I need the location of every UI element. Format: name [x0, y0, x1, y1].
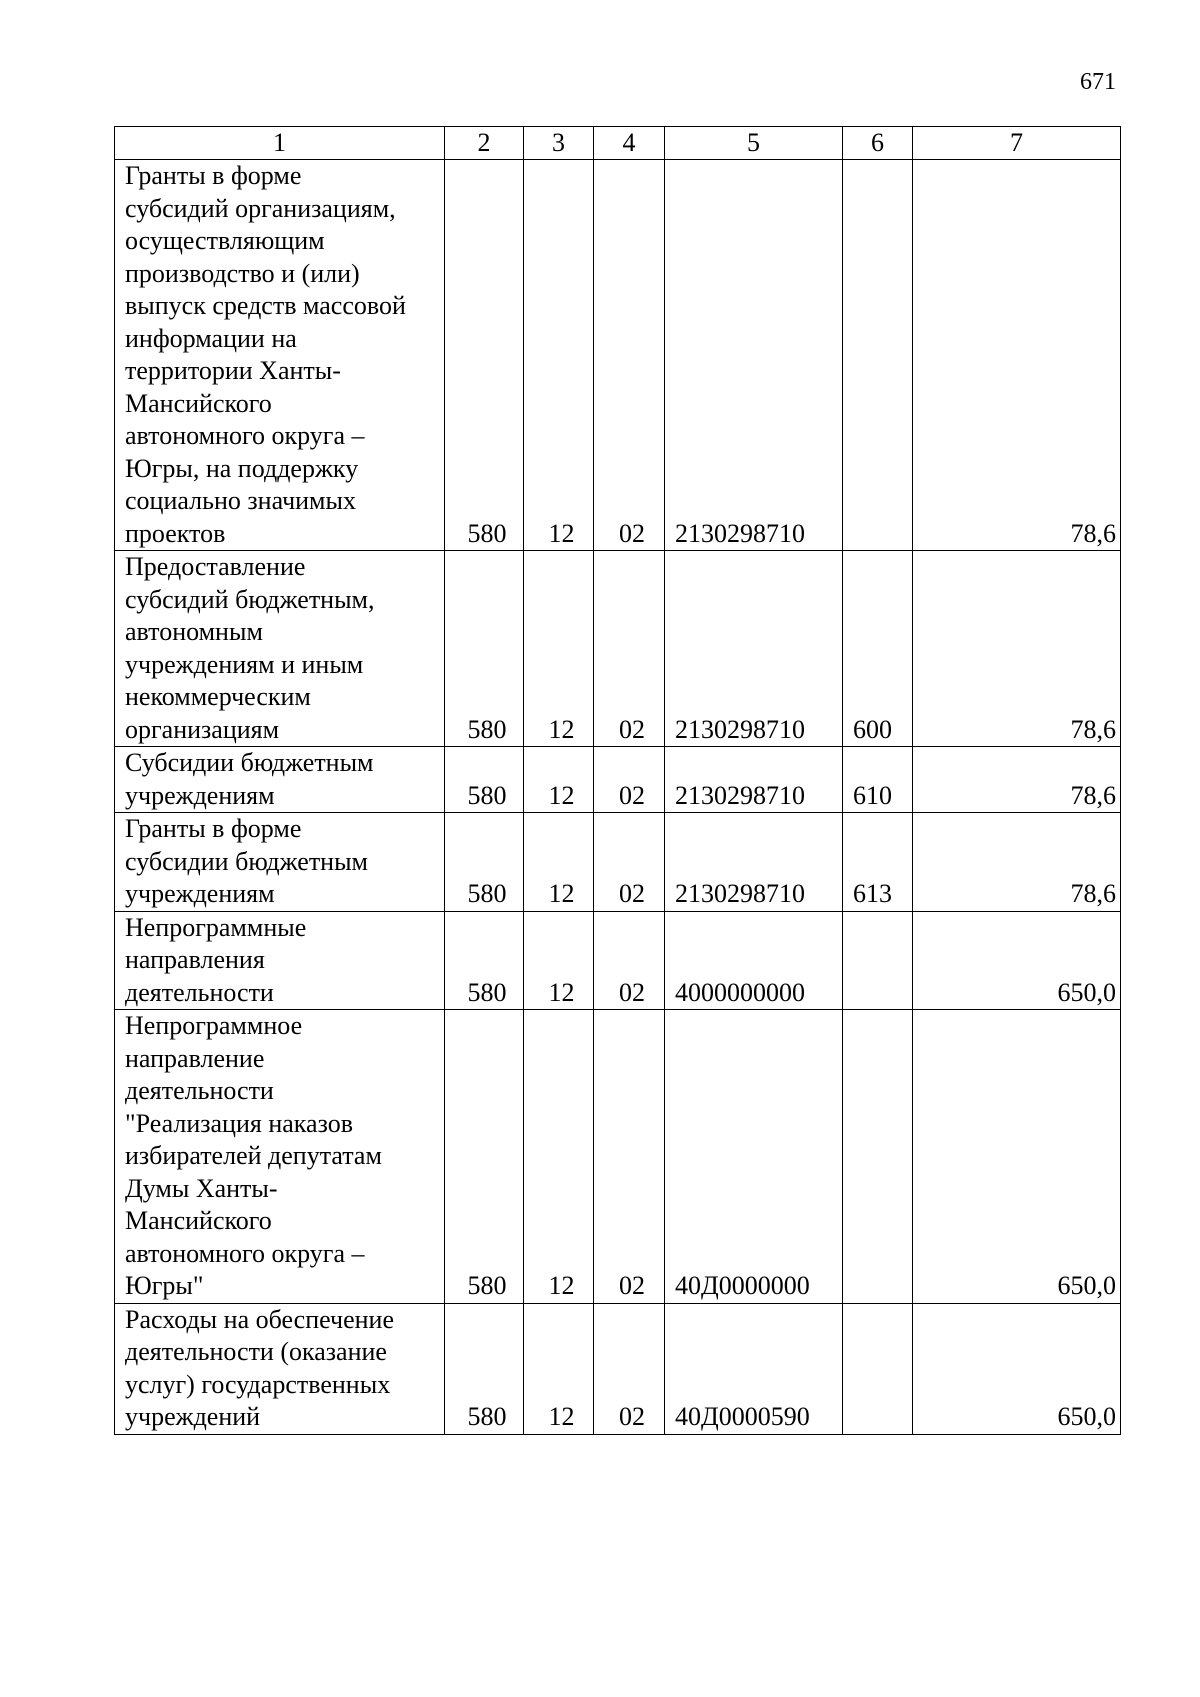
header-col-6: 6	[843, 127, 913, 160]
table-row	[115, 551, 1121, 747]
row-target-code: 40Д0000590	[665, 1303, 843, 1434]
row-subsection: 02	[594, 160, 665, 551]
table-row	[115, 911, 1121, 1010]
row-section: 12	[524, 1303, 594, 1434]
row-subsection: 02	[594, 1303, 665, 1434]
row-admin-code: 580	[445, 1303, 524, 1434]
row-amount: 78,6	[913, 747, 1121, 813]
row-target-code: 2130298710	[665, 747, 843, 813]
header-col-7: 7	[913, 127, 1121, 160]
row-name: Предоставление субсидий бюджетным, автономным учреждениям и иным некоммерческим организациям	[115, 551, 445, 747]
row-amount: 650,0	[913, 1010, 1121, 1304]
page-number: 671	[1080, 69, 1116, 95]
header-col-4: 4	[594, 127, 665, 160]
row-amount: 650,0	[913, 911, 1121, 1010]
header-col-1: 1	[115, 127, 445, 160]
row-section: 12	[524, 1010, 594, 1304]
header-col-3: 3	[524, 127, 594, 160]
row-subsection: 02	[594, 747, 665, 813]
row-expense-type	[843, 1010, 913, 1304]
row-amount: 78,6	[913, 160, 1121, 551]
row-name: Непрограммное направление деятельности "Реализация наказов избирателей депутатам Думы Ханты- Мансийского автономного округа – Югры"	[115, 1010, 445, 1304]
budget-table	[114, 126, 1121, 1435]
row-subsection: 02	[594, 911, 665, 1010]
row-admin-code: 580	[445, 911, 524, 1010]
row-name: Гранты в форме субсидий организациям, осуществляющим производство и (или) выпуск средств массовой информации на территории Ханты- Мансийского автономного округа – Югры, на поддержку социально значимых проектов	[115, 160, 445, 551]
row-admin-code: 580	[445, 813, 524, 912]
row-amount: 78,6	[913, 813, 1121, 912]
row-admin-code: 580	[445, 1010, 524, 1304]
table-row	[115, 813, 1121, 912]
row-section: 12	[524, 911, 594, 1010]
row-section: 12	[524, 813, 594, 912]
row-name: Непрограммные направления деятельности	[115, 911, 445, 1010]
row-name: Субсидии бюджетным учреждениям	[115, 747, 445, 813]
row-expense-type: 610	[843, 747, 913, 813]
row-expense-type: 613	[843, 813, 913, 912]
row-target-code: 4000000000	[665, 911, 843, 1010]
row-amount: 650,0	[913, 1303, 1121, 1434]
row-name: Гранты в форме субсидии бюджетным учреждениям	[115, 813, 445, 912]
row-admin-code: 580	[445, 551, 524, 747]
row-expense-type: 600	[843, 551, 913, 747]
header-col-2: 2	[445, 127, 524, 160]
row-expense-type	[843, 1303, 913, 1434]
row-target-code: 2130298710	[665, 160, 843, 551]
row-amount: 78,6	[913, 551, 1121, 747]
row-target-code: 2130298710	[665, 551, 843, 747]
row-target-code: 2130298710	[665, 813, 843, 912]
row-section: 12	[524, 747, 594, 813]
row-section: 12	[524, 551, 594, 747]
row-section: 12	[524, 160, 594, 551]
row-subsection: 02	[594, 813, 665, 912]
table-row	[115, 1010, 1121, 1304]
row-expense-type	[843, 160, 913, 551]
row-subsection: 02	[594, 1010, 665, 1304]
table-row	[115, 747, 1121, 813]
header-row	[115, 127, 1121, 160]
row-name: Расходы на обеспечение деятельности (оказание услуг) государственных учреждений	[115, 1303, 445, 1434]
header-col-5: 5	[665, 127, 843, 160]
row-subsection: 02	[594, 551, 665, 747]
table-row	[115, 1303, 1121, 1434]
row-admin-code: 580	[445, 160, 524, 551]
row-admin-code: 580	[445, 747, 524, 813]
table-row	[115, 160, 1121, 551]
row-target-code: 40Д0000000	[665, 1010, 843, 1304]
row-expense-type	[843, 911, 913, 1010]
